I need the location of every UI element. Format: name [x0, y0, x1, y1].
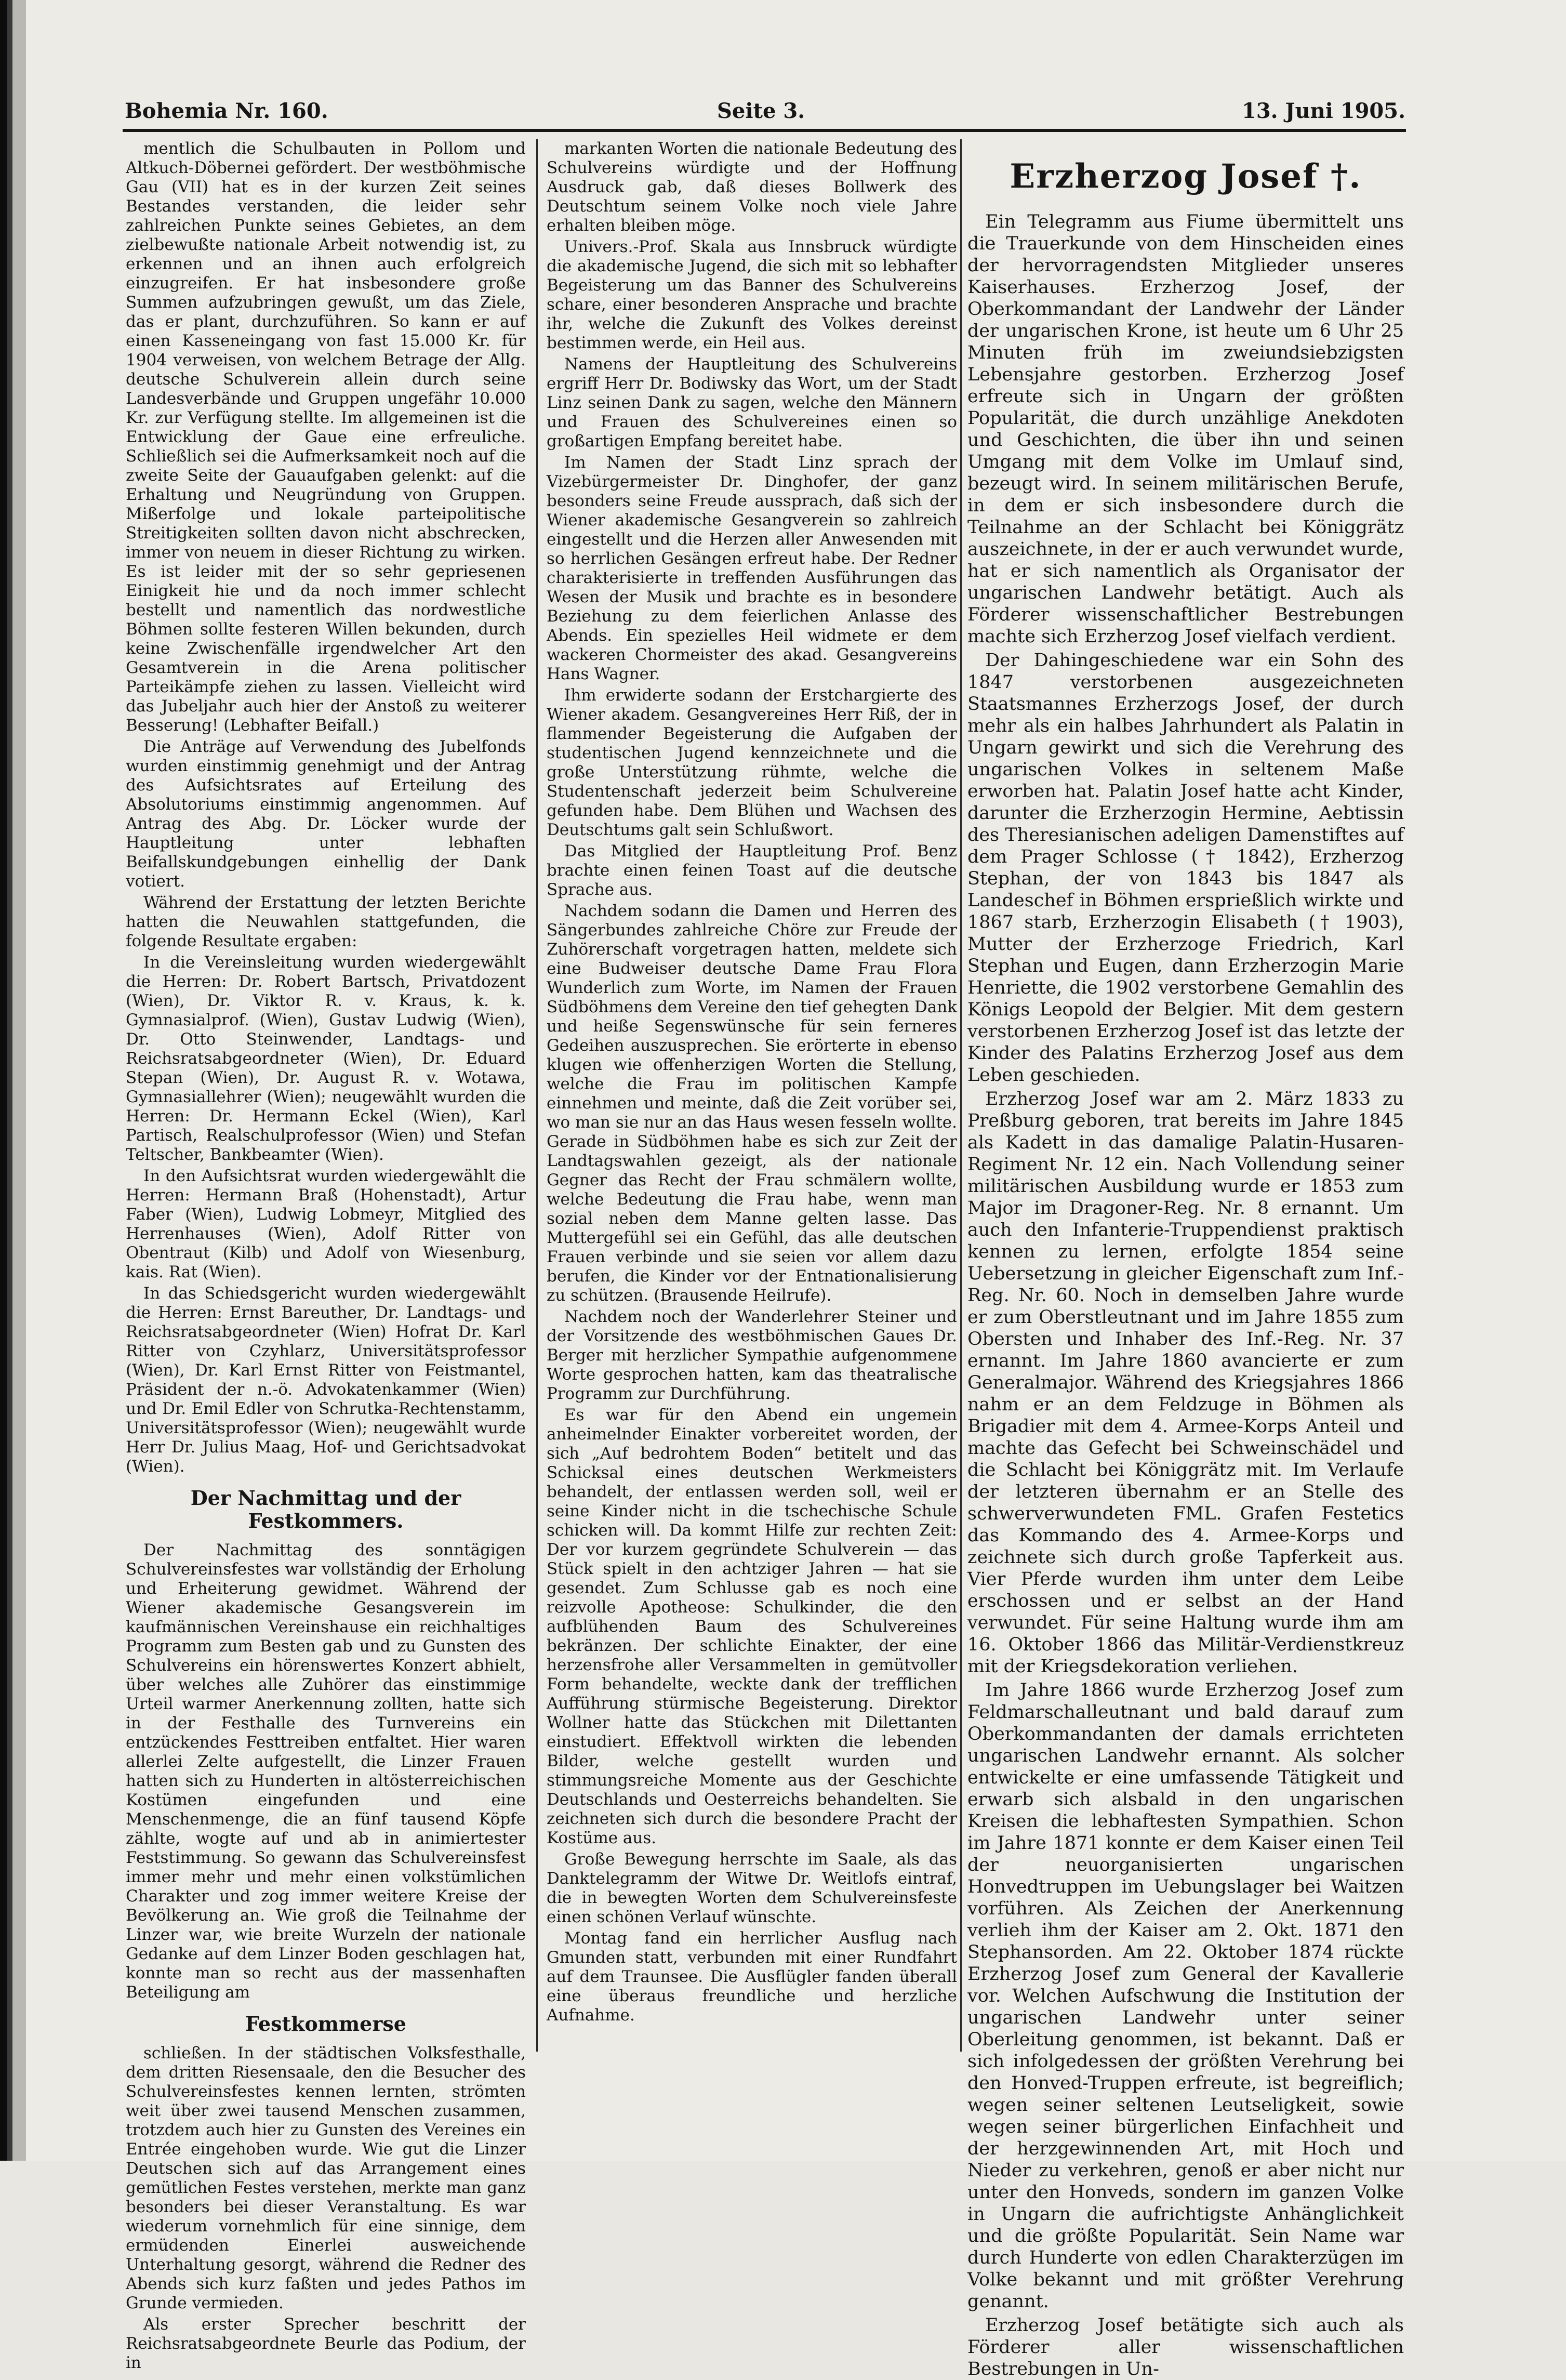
- article-paragraph: In den Aufsichtsrat wurden wiedergewählt die Herren: Hermann Braß (Hohenstadt), Artur Faber (Wien), Ludwig Lobmeyr, Mitglied des Herrenhauses (Wien), Adolf Ritter von Obentraut (Kilb) und Adolf von Wiesenburg, kais. Rat (Wien).: [126, 1167, 526, 1281]
- article-paragraph: schließen. In der städtischen Volksfesthalle, dem dritten Riesensaale, den die Besucher des Schulvereinsfestes kennen lernten, strömten weit über zwei tausend Menschen zusammen, trotzdem auch hier zu Gunsten des Vereines ein Entrée eingehoben wurde. Wie gut die Linzer Deutschen sich auf das Arrangement eines gemütlichen Festes verstehen, merkte man ganz besonders bei dieser Veranstaltung. Es war wiederum vornehmlich für eine sinnige, dem ermüdenden Einerlei ausweichende Unterhaltung gesorgt, während die Redner des Abends sich kurz faßten und jedes Pathos im Grunde vermieden.: [126, 2044, 526, 2312]
- column-right: [967, 139, 1404, 2379]
- section-heading: Festkommerse: [245, 2012, 406, 2035]
- column-middle: [547, 139, 957, 2057]
- section-heading: Erzherzog Josef †.: [1010, 157, 1362, 196]
- page-header: [125, 99, 1405, 130]
- article-paragraph: Univers.-Prof. Skala aus Innsbruck würdigte die akademische Jugend, die sich mit so lebhafter Begeisterung um das Banner des Schulvereins schare, einer besonderen Ansprache und brachte ihr, welche die Zukunft des Volkes dereinst bestimmen werde, ein Heil aus.: [547, 237, 957, 352]
- article-paragraph: Das Mitglied der Hauptleitung Prof. Benz brachte einen feinen Toast auf die deutsche Sprache aus.: [547, 842, 957, 899]
- header-page-number: Seite 3.: [717, 99, 805, 123]
- article-paragraph: Montag fand ein herrlicher Ausflug nach Gmunden statt, verbunden mit einer Rundfahrt auf dem Traunsee. Die Ausflügler fanden überall eine überaus freundliche und herzliche Aufnahme.: [547, 1929, 957, 2025]
- header-rule: [123, 129, 1406, 132]
- article-paragraph: Nachdem sodann die Damen und Herren des Sängerbundes zahlreiche Chöre zur Freude der Zuhörerschaft vorgetragen hatten, meldete sich eine Budweiser deutsche Dame Frau Flora Wunderlich zum Worte, im Namen der Frauen Südböhmens dem Vereine den tief gehegten Dank und heiße Segenswünsche für sein ferneres Gedeihen auszusprechen. Sie erörterte in ebenso klugen wie offenherzigen Worten die Stellung, welche die Frau im politischen Kampfe einnehmen und meinte, daß die Zeit vorüber sei, wo man sie nur an das Haus wesen fesseln wollte. Gerade in Südböhmen habe es sich zur Zeit der Landtagswahlen gezeigt, als der nationale Gegner das Recht der Frau schmälern wollte, welche Bedeutung die Frau habe, wenn man sozial neben dem Manne gelten lasse. Das Muttergefühl sei ein Gefühl, das alle deutschen Frauen verbinde und sie seien vor allem dazu berufen, die Kinder vor der Entnationalisierung zu schützen. (Brausende Heilrufe).: [547, 902, 957, 1305]
- column-divider-2: [960, 139, 962, 2052]
- section-heading: Der Nachmittag und der Festkommers.: [190, 1486, 461, 1532]
- article-paragraph: Der Nachmittag des sonntägigen Schulvereinsfestes war vollständig der Erholung und Erheiterung gewidmet. Während der Wiener akademische Gesangsverein im kaufmännischen Vereinshause ein reichhaltiges Programm zum Besten gab und zu Gunsten des Schulvereins ein hörenswertes Konzert abhielt, über welches alle Zuhörer das einstimmige Urteil warmer Anerkennung zollten, hatte sich in der Festhalle des Turnvereins ein entzückendes Festtreiben entfaltet. Hier waren allerlei Zelte aufgestellt, die Linzer Frauen hatten sich zu Hunderten in altösterreichischen Kostümen eingefunden und eine Menschenmenge, die an fünf tausend Köpfe zählte, wogte auf und ab in animiertester Feststimmung. So gewann das Schulvereinsfest immer mehr und mehr einen volkstümlichen Charakter und zog immer weitere Kreise der Bevölkerung an. Wie groß die Teilnahme der Linzer war, wie breite Wurzeln der nationale Gedanke auf dem Linzer Boden geschlagen hat, konnte man so recht aus der massenhaften Beteiligung am: [126, 1541, 526, 2002]
- header-date: 13. Juni 1905.: [1242, 99, 1405, 123]
- article-paragraph: Erzherzog Josef war am 2. März 1833 zu Preßburg geboren, trat bereits im Jahre 1845 als Kadett in das damalige Palatin-Husaren-Regiment Nr. 12 ein. Nach Vollendung seiner militärischen Ausbildung wurde er 1853 zum Major im Dragoner-Reg. Nr. 8 ernannt. Um auch den Infanterie-Truppendienst praktisch kennen zu lernen, erfolgte 1854 seine Uebersetzung in gleicher Eigenschaft zum Inf.-Reg. Nr. 60. Noch in demselben Jahre wurde er zum Oberstleutnant und im Jahre 1855 zum Obersten und Inhaber des Inf.-Reg. Nr. 37 ernannt. Im Jahre 1860 avancierte er zum Generalmajor. Während des Kriegsjahres 1866 nahm er an dem Feldzuge in Böhmen als Brigadier mit dem 4. Armee-Korps Anteil und machte das Gefecht bei Schweinschädel und die Schlacht bei Königgrätz mit. Im Verlaufe der letzteren übernahm er an Stelle des schwerverwundeten FML. Grafen Festetics das Kommando des 4. Armee-Korps und zeichnete sich durch große Tapferkeit aus. Vier Pferde wurden ihm unter dem Leibe erschossen und er selbst an der Hand verwundet. Für seine Haltung wurde ihm am 16. Oktober 1866 das Militär-Verdienstkreuz mit der Kriegsdekoration verliehen.: [967, 1089, 1404, 1677]
- article-paragraph: Im Namen der Stadt Linz sprach der Vizebürgermeister Dr. Dinghofer, der ganz besonders seine Freude aussprach, daß sich der Wiener akademische Gesangverein so zahlreich eingestellt und die Herzen aller Anwesenden mit so herrlichen Gesängen erfreut habe. Der Redner charakterisierte in treffenden Ausführungen das Wesen der Musik und brachte es in besondere Beziehung zu dem feierlichen Anlasse des Abends. Ein spezielles Heil widmete er dem wackeren Chormeister des akad. Gesangvereins Hans Wagner.: [547, 453, 957, 683]
- column-divider-1: [536, 139, 538, 2052]
- article-paragraph: markanten Worten die nationale Bedeutung des Schulvereins würdigte und der Hoffnung Ausdruck gab, daß dieses Bollwerk des Deutschtum seinem Volke noch viele Jahre erhalten bleiben möge.: [547, 139, 957, 235]
- article-paragraph: Im Jahre 1866 wurde Erzherzog Josef zum Feldmarschalleutnant und bald darauf zum Oberkommandanten der damals errichteten ungarischen Landwehr ernannt. Als solcher entwickelte er eine umfassende Tätigkeit und erwarb sich alsbald in den ungarischen Kreisen die lebhaftesten Sympathien. Schon im Jahre 1871 konnte er dem Kaiser einen Teil der neuorganisierten ungarischen Honvedtruppen im Uebungslager bei Waitzen vorführen. Als Zeichen der Anerkennung verlieh ihm der Kaiser am 2. Okt. 1871 den Stephansorden. Am 22. Oktober 1874 rückte Erzherzog Josef zum General der Kavallerie vor. Welchen Aufschwung die Institution der ungarischen Landwehr unter seiner Oberleitung genommen, ist bekannt. Daß er sich infolgedessen der größten Verehrung bei den Honved-Truppen erfreute, ist begreiflich; wegen seiner seltenen Leutseligkeit, sowie wegen seiner bürgerlichen Einfachheit und der herzgewinnenden Art, mit Hoch und Nieder zu verkehren, genoß er aber nicht nur unter den Honveds, sondern im ganzen Volke in Ungarn die aufrichtigste Anhänglichkeit und die größte Popularität. Sein Name war durch Hunderte von edlen Charakterzügen im Volke bekannt und mit größter Verehrung genannt.: [967, 1680, 1404, 2312]
- article-paragraph: Namens der Hauptleitung des Schulvereins ergriff Herr Dr. Bodiwsky das Wort, um der Stadt Linz seinen Dank zu sagen, welche den Männern und Frauen des Schulvereines einen so großartigen Empfang bereitet habe.: [547, 355, 957, 451]
- article-paragraph: Erzherzog Josef betätigte sich auch als Förderer aller wissenschaftlichen Bestrebungen in Un-: [967, 2315, 1404, 2379]
- article-paragraph: mentlich die Schulbauten in Pollom und Altkuch-Döbernei gefördert. Der westböhmische Gau (VII) hat es in der kurzen Zeit seines Bestandes verstanden, die leider sehr zahlreichen Punkte seines Gebietes, an dem zielbewußte nationale Arbeit notwendig ist, zu erkennen und an ihnen auch erfolgreich einzugreifen. Er hat insbesondere große Summen aufzubringen gewußt, um das Ziele, das er plant, durchzuführen. So kann er auf einen Kasseneingang von fast 15.000 Kr. für 1904 verweisen, von welchem Betrage der Allg. deutsche Schulverein allein durch seine Landesverbände und Gruppen ungefähr 10.000 Kr. zur Verfügung stellte. Im allgemeinen ist die Entwicklung der Gaue eine erfreuliche. Schließlich sei die Aufmerksamkeit noch auf die zweite Seite der Gauaufgaben gelenkt: auf die Erhaltung und Neugründung von Gruppen. Mißerfolge und lokale parteipolitische Streitigkeiten sollten davon nicht abschrecken, immer von neuem in dieser Richtung zu wirken. Es ist leider mit der so sehr gepriesenen Einigkeit hie und da noch immer schlecht bestellt und namentlich das nordwestliche Böhmen sollte festeren Willen bekunden, durch keine Zwischenfälle irgendwelcher Art den Gesamtverein in die Arena politischer Parteikämpfe ziehen zu lassen. Vielleicht wird das Jubeljahr auch hier der Anstoß zu weiterer Besserung! (Lebhafter Beifall.): [126, 139, 526, 735]
- page-binding-shadow: [0, 0, 26, 2161]
- article-paragraph: Als erster Sprecher beschritt der Reichsratsabgeordnete Beurle das Podium, der in: [126, 2315, 526, 2372]
- article-paragraph: Die Anträge auf Verwendung des Jubelfonds wurden einstimmig genehmigt und der Antrag des Aufsichtsrates auf Erteilung des Absolutoriums einstimmig angenommen. Auf Antrag des Abg. Dr. Löcker wurde der Hauptleitung unter lebhaften Beifallskundgebungen einhellig der Dank votiert.: [126, 737, 526, 891]
- article-paragraph: In die Vereinsleitung wurden wiedergewählt die Herren: Dr. Robert Bartsch, Privatdozent (Wien), Dr. Viktor R. v. Kraus, k. k. Gymnasialprof. (Wien), Gustav Ludwig (Wien), Dr. Otto Steinwender, Landtags- und Reichsratsabgeordneter (Wien), Dr. Eduard Stepan (Wien), Dr. August R. v. Wotawa, Gymnasiallehrer (Wien); neugewählt wurden die Herren: Dr. Hermann Eckel (Wien), Karl Partisch, Realschulprofessor (Wien) und Stefan Teltscher, Bankbeamter (Wien).: [126, 953, 526, 1164]
- header-publication: Bohemia Nr. 160.: [125, 99, 328, 123]
- article-paragraph: Es war für den Abend ein ungemein anheimelnder Einakter vorbereitet worden, der sich „Auf bedrohtem Boden“ betitelt und das Schicksal eines deutschen Werkmeisters behandelt, der entlassen werden soll, weil er seine Kinder nicht in die tschechische Schule schicken will. Da kommt Hilfe zur rechten Zeit: Der vor kurzem gegründete Schulverein — das Stück spielt in den achtziger Jahren — hat sie gesendet. Zum Schlusse gab es noch eine reizvolle Apotheose: Schulkinder, die den aufblühenden Baum des Schulvereines bekränzen. Der schlichte Einakter, der eine herzensfrohe aller Versammelten in gemütvoller Form behandelte, weckte dank der trefflichen Aufführung stürmische Begeisterung. Direktor Wollner hatte das Stückchen mit Dilettanten einstudiert. Effektvoll wirkten die lebenden Bilder, welche gestellt wurden und stimmungsreiche Momente aus der Geschichte Deutschlands und Oesterreichs behandelten. Sie zeichneten sich durch die besondere Pracht der Kostüme aus.: [547, 1406, 957, 1847]
- article-paragraph: Nachdem noch der Wanderlehrer Steiner und der Vorsitzende des westböhmischen Gaues Dr. Berger mit herzlicher Sympathie aufgenommene Worte gesprochen hatten, kam das theatralische Programm zur Durchführung.: [547, 1307, 957, 1403]
- article-paragraph: Der Dahingeschiedene war ein Sohn des 1847 verstorbenen ausgezeichneten Staatsmannes Erzherzogs Josef, der durch mehr als ein halbes Jahrhundert als Palatin in Ungarn gewirkt und sich die Verehrung des ungarischen Volkes in seltenem Maße erworben hat. Palatin Josef hatte acht Kinder, darunter die Erzherzogin Hermine, Aebtissin des Theresianischen adeligen Damenstiftes auf dem Prager Schlosse († 1842), Erzherzog Stephan, der von 1843 bis 1847 als Landeschef in Böhmen ersprießlich wirkte und 1867 starb, Erzherzogin Elisabeth († 1903), Mutter der Erzherzoge Friedrich, Karl Stephan und Eugen, dann Erzherzogin Marie Henriette, die 1902 verstorbene Gemahlin des Königs Leopold der Belgier. Mit dem gestern verstorbenen Erzherzog Josef ist das letzte der Kinder des Palatins Erzherzog Josef aus dem Leben geschieden.: [967, 650, 1404, 1086]
- article-paragraph: Große Bewegung herrschte im Saale, als das Danktelegramm der Witwe Dr. Weitlofs eintraf, die in bewegten Worten dem Schulvereinsfeste einen schönen Verlauf wünschte.: [547, 1850, 957, 1926]
- article-paragraph: Ihm erwiderte sodann der Erstchargierte des Wiener akadem. Gesangvereines Herr Riß, der in flammender Begeisterung die Aufgaben der studentischen Jugend kennzeichnete und die große Unterstützung rühmte, welche die Studentenschaft jederzeit beim Schulvereine gefunden habe. Dem Blühen und Wachsen des Deutschtums galt sein Schlußwort.: [547, 686, 957, 839]
- article-paragraph: Ein Telegramm aus Fiume übermittelt uns die Trauerkunde von dem Hinscheiden eines der hervorragendsten Mitglieder unseres Kaiserhauses. Erzherzog Josef, der Oberkommandant der Landwehr der Länder der ungarischen Krone, ist heute um 6 Uhr 25 Minuten früh im zweiundsiebzigsten Lebensjahre gestorben. Erzherzog Josef erfreute sich in Ungarn der größten Popularität, die durch unzählige Anekdoten und Geschichten, die über ihn und seinen Umgang mit dem Volke im Umlauf sind, bezeugt wird. In seinem militärischen Berufe, in dem er sich insbesondere durch die Teilnahme an der Schlacht bei Königgrätz auszeichnete, in der er auch verwundet wurde, hat er sich namentlich als Organisator der ungarischen Landwehr betätigt. Auch als Förderer wissenschaftlicher Bestrebungen machte sich Erzherzog Josef vielfach verdient.: [967, 211, 1404, 647]
- article-paragraph: Während der Erstattung der letzten Berichte hatten die Neuwahlen stattgefunden, die folgende Resultate ergaben:: [126, 893, 526, 950]
- article-paragraph: In das Schiedsgericht wurden wiedergewählt die Herren: Ernst Bareuther, Dr. Landtags- und Reichsratsabgeordneter (Wien) Hofrat Dr. Karl Ritter von Czyhlarz, Universitätsprofessor (Wien), Dr. Karl Ernst Ritter von Feistmantel, Präsident der n.-ö. Advokatenkammer (Wien) und Dr. Emil Edler von Schrutka-Rechtenstamm, Universitätsprofessor (Wien); neugewählt wurde Herr Dr. Julius Maag, Hof- und Gerichtsadvokat (Wien).: [126, 1284, 526, 1476]
- column-left: [126, 139, 526, 2372]
